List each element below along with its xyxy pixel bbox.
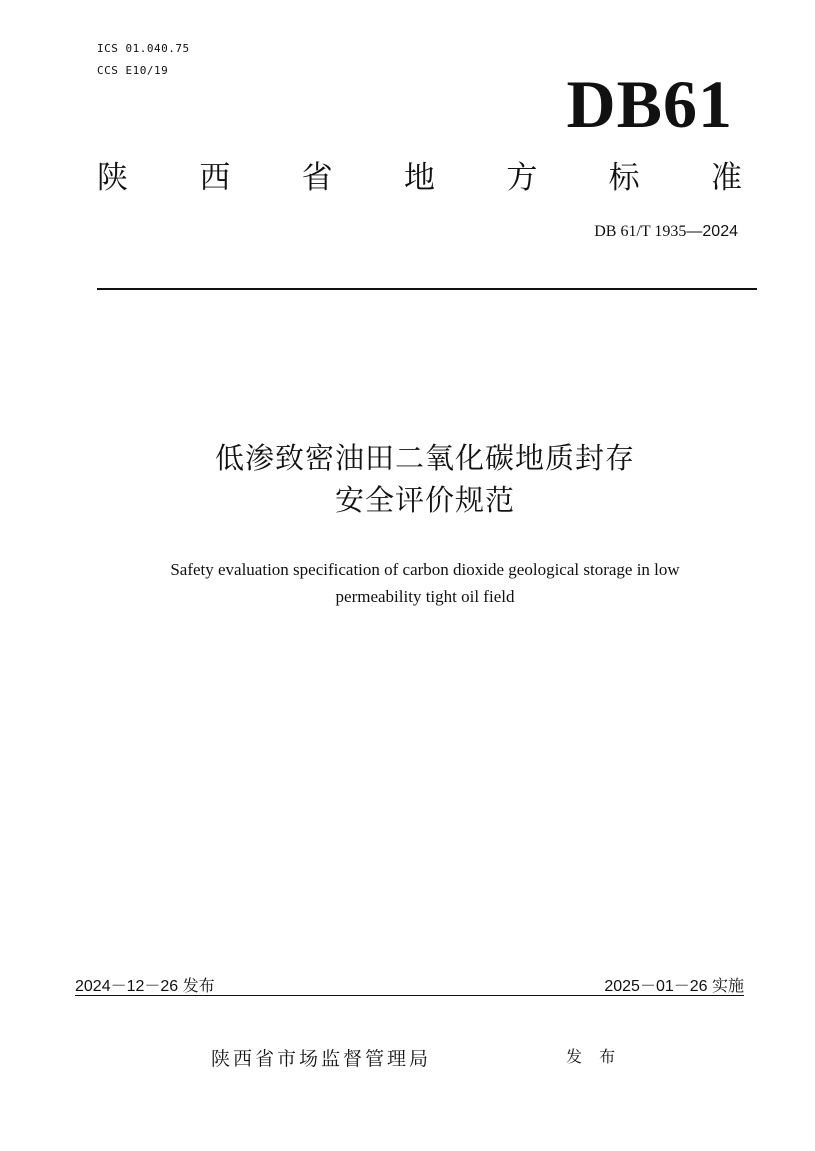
standard-type-heading	[97, 158, 742, 198]
standard-type-char: 西	[199, 160, 231, 196]
standard-number-prefix: DB 61/T 1935	[594, 223, 687, 240]
issue-date: 2024－12－26 发布	[75, 978, 215, 995]
chinese-title-line-1: 低渗致密油田二氧化碳地质封存	[214, 441, 635, 475]
english-title-line-1: Safety evaluation specification of carbon dioxide geological storage in low	[170, 560, 680, 579]
english-title	[0, 556, 815, 610]
standard-type-char: 陕	[97, 160, 128, 196]
standard-number	[594, 221, 738, 243]
implementation-date: 2025－01－26 实施	[604, 978, 744, 995]
publisher-name: 陕西省市场监督管理局	[211, 1048, 432, 1070]
publish-label: 发 布	[566, 1047, 622, 1066]
standard-type-char: 省	[301, 160, 333, 196]
chinese-title	[0, 437, 815, 521]
db61-logo: DB61	[566, 66, 733, 142]
standard-type-char: 地	[403, 160, 435, 196]
bottom-divider	[75, 995, 744, 996]
standard-type-char: 方	[506, 160, 538, 196]
english-title-line-2: permeability tight oil field	[335, 587, 515, 606]
ccs-code: CCS E10/19	[97, 64, 169, 77]
standard-number-year: —2024	[686, 223, 738, 240]
standard-type-char: 准	[710, 160, 742, 196]
ics-code: ICS 01.040.75	[97, 42, 190, 55]
standard-type-char: 标	[608, 160, 640, 196]
chinese-title-line-2: 安全评价规范	[334, 483, 515, 517]
top-divider	[97, 288, 757, 290]
